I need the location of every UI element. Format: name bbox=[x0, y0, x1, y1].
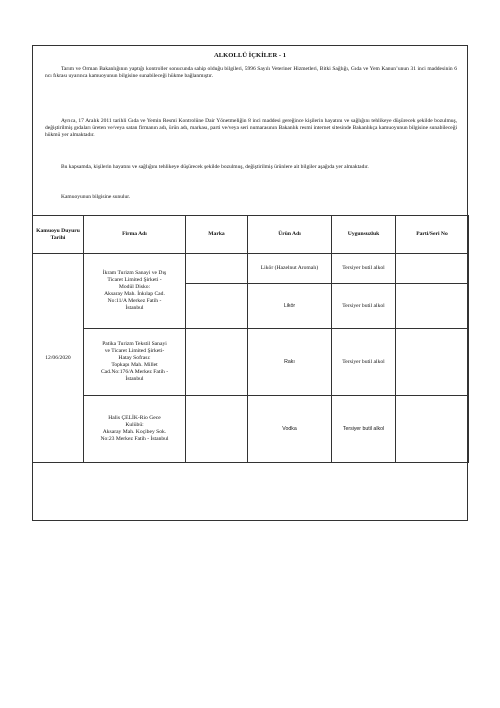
table-row bbox=[33, 254, 469, 284]
cell-issue: Tersiyer butil alkol bbox=[332, 284, 396, 329]
paragraph-closing: Kamuoyunun bilgisine sunulur. bbox=[61, 194, 131, 200]
cell-lot bbox=[396, 396, 469, 463]
cell-date: 12/06/2020 bbox=[33, 254, 84, 463]
firm-line: Hatay Sofrası: bbox=[118, 355, 151, 361]
firm-line: Aksaray Mah. İnkılap Cad. bbox=[104, 291, 165, 297]
cell-product: Vodka bbox=[248, 396, 332, 463]
header-date: Kamuoyu Duyuru Tarihi bbox=[33, 216, 84, 254]
cell-brand bbox=[186, 329, 248, 396]
cell-product: Likör (Hazelnut Aromalı) bbox=[248, 254, 332, 284]
cell-lot bbox=[396, 329, 469, 396]
firm-line: Aksaray Mah. Koçibey Sok. bbox=[102, 429, 167, 435]
header-product: Ürün Adı bbox=[248, 216, 332, 254]
firm-line: Topkapı Mah. Millet bbox=[111, 362, 158, 368]
cell-product: Likör bbox=[248, 284, 332, 329]
cell-issue: Tersiyer butil alkol bbox=[332, 396, 396, 463]
header-brand: Marka bbox=[186, 216, 248, 254]
cell-firm bbox=[84, 396, 186, 463]
paragraph-legal-basis: Tarım ve Orman Bakanlığının yaptığı kontroller sonucunda sahip olduğu bilgileri, 5996 Sayılı Veteriner Hizmetleri, Bitki Sağlığı, Gıda ve Yem Kanun’unun 31 inci maddesinin 6 ncı fıkrası uyarınca kamuoyunun bilgisine sunabileceği hükme bağlanmıştır. bbox=[45, 66, 457, 80]
cell-brand bbox=[186, 396, 248, 463]
firm-line: No:11/A Merkez Fatih - bbox=[107, 298, 162, 304]
cell-issue: Tersiyer butil alkol bbox=[332, 254, 396, 284]
firm-line: Kulübü: bbox=[125, 422, 144, 428]
firm-line: Halis ÇELİK-Rio Gece bbox=[108, 415, 161, 421]
firm-line: İstanbul bbox=[125, 305, 144, 311]
cell-issue: Tersiyer butil alkol bbox=[332, 329, 396, 396]
paragraph-scope: Bu kapsamda, kişilerin hayatını ve sağlığını tehlikeye düşürecek şekilde bozulmuş, değiştirilmiş ürünlere ait bilgiler aşağıda yer almaktadır. bbox=[61, 164, 369, 170]
cell-product: Rakı bbox=[248, 329, 332, 396]
table-header-row bbox=[33, 216, 469, 254]
cell-brand bbox=[186, 254, 248, 284]
paragraph-regulation: Ayrıca, 17 Aralık 2011 tarihli Gıda ve Yemin Resmi Kontrolüne Dair Yönetmeliğin 8 inci maddesi gereğince kişilerin hayatını ve sağlığını tehlikeye düşürecek şekilde bozulmuş, değiştirilmiş gıdaları üreten ve/veya satan firmanın adı, ürün adı, markası, parti ve/veya seri numarasının Bakanlık resmi internet sitesinde Bakanlıkça kamuoyunun bilgisine sunabileceği hükmü yer almaktadır. bbox=[45, 118, 457, 139]
firm-line: Patika Turizm Tekstil Sanayi bbox=[102, 341, 167, 347]
firm-line: Cad.No:176/A Merkez Fatih - bbox=[100, 369, 169, 375]
table-row bbox=[33, 329, 469, 396]
header-issue: Uygunsuzluk bbox=[332, 216, 396, 254]
cell-lot bbox=[396, 254, 469, 284]
page-title: ALKOLLÜ İÇKİLER - 1 bbox=[214, 52, 286, 59]
header-firm: Firma Adı bbox=[84, 216, 186, 254]
products-table bbox=[32, 215, 469, 463]
firm-line: ve Ticaret Limited Şirketi- bbox=[104, 348, 165, 354]
cell-brand bbox=[186, 284, 248, 329]
cell-firm bbox=[84, 329, 186, 396]
firm-line: Modül Disko: bbox=[118, 284, 151, 290]
firm-line: No:23 Merkez Fatih - İstanbul bbox=[100, 436, 169, 442]
table-row bbox=[33, 396, 469, 463]
firm-line: Ticaret Limited Şirketi - bbox=[107, 277, 162, 283]
firm-line: İkram Turizm Sanayi ve Dış bbox=[102, 270, 167, 276]
cell-lot bbox=[396, 284, 469, 329]
firm-line: İstanbul bbox=[125, 376, 144, 382]
header-lot: Parti/Seri No bbox=[396, 216, 469, 254]
cell-firm bbox=[84, 254, 186, 329]
